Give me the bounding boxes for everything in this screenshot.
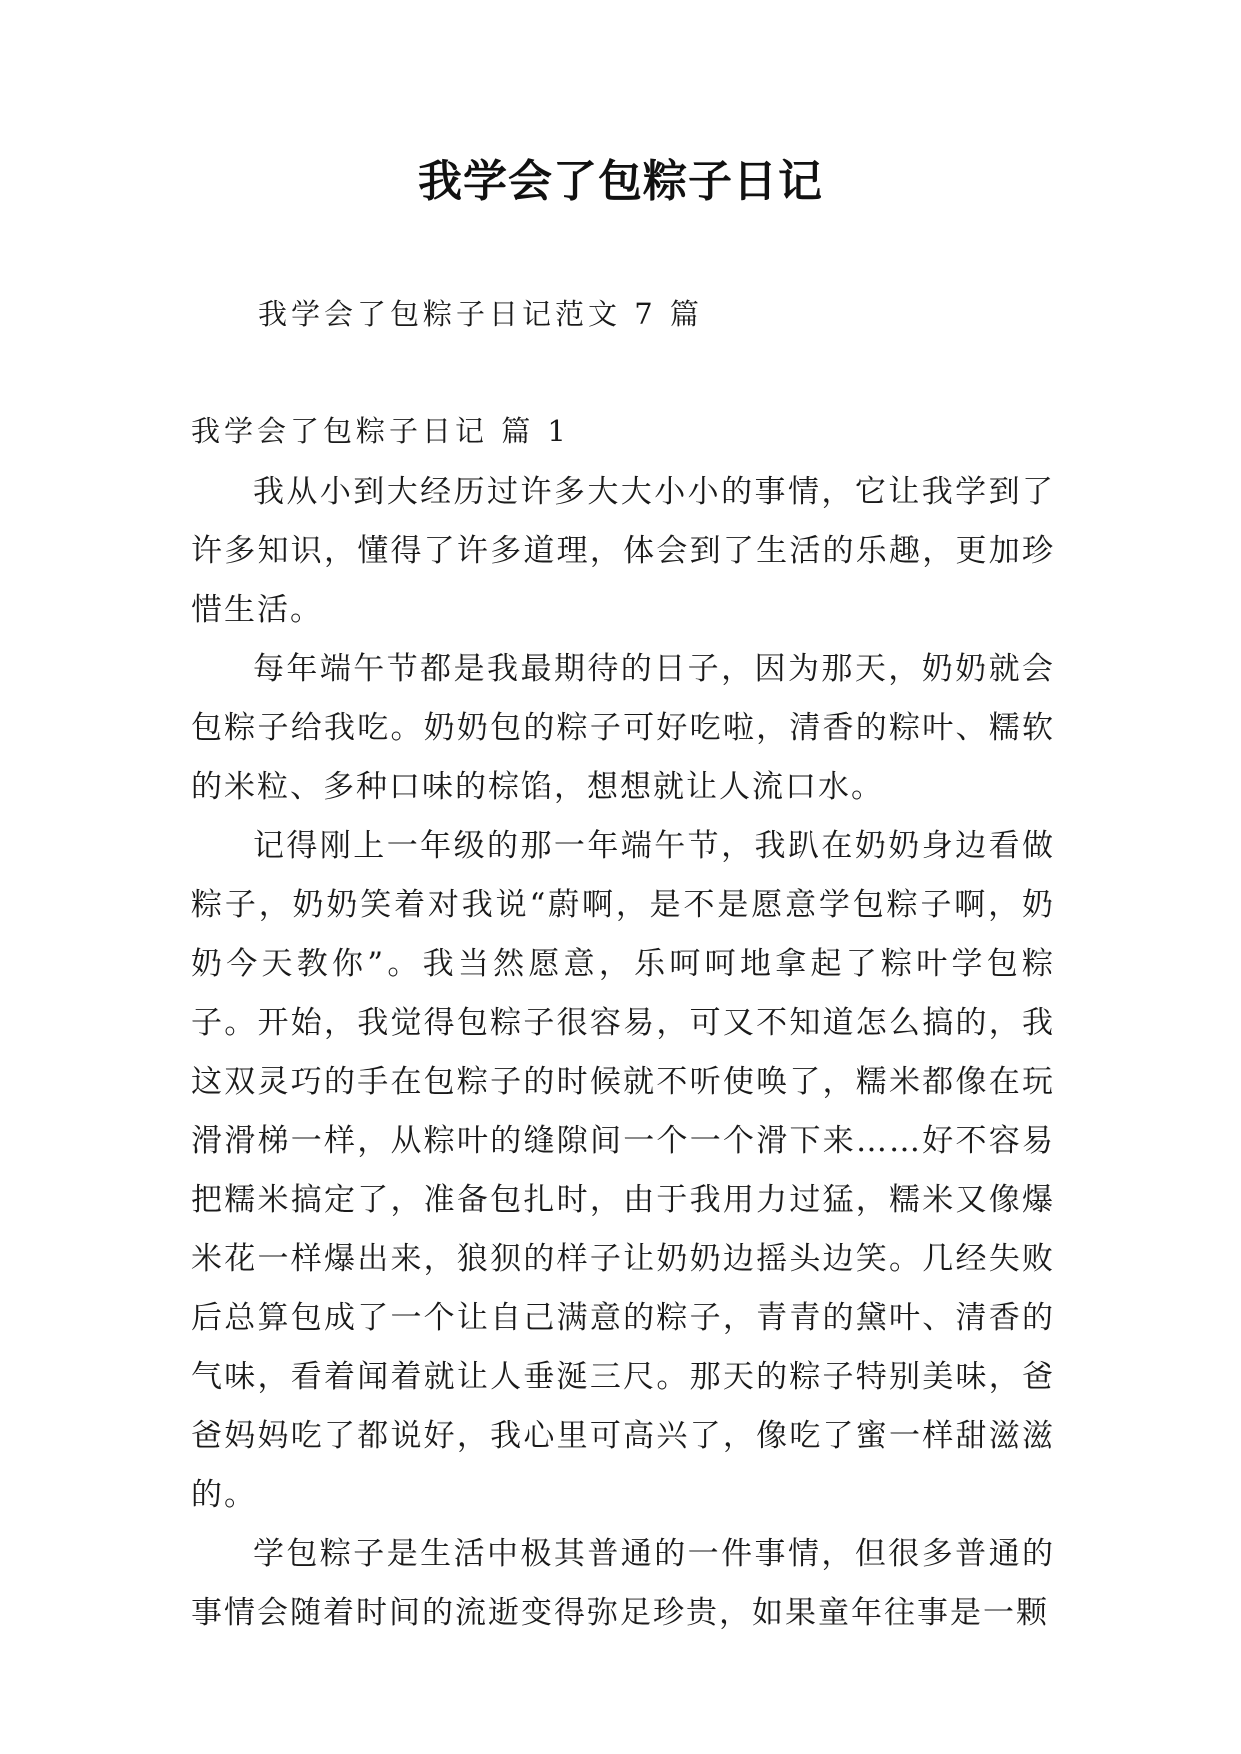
paragraph: 我从小到大经历过许多大大小小的事情，它让我学到了许多知识，懂得了许多道理，体会到了生活的乐趣，更加珍惜生活。	[191, 474, 1055, 628]
paragraph: 记得刚上一年级的那一年端午节，我趴在奶奶身边看做粽子，奶奶笑着对我说“蔚啊，是不是愿意学包粽子啊，奶奶今天教你”。我当然愿意，乐呵呵地拿起了粽叶学包粽子。开始，我觉得包粽子很容易，可又不知道怎么搞的，我这双灵巧的手在包粽子的时候就不听使唤了，糯米都像在玩滑滑梯一样，从粽叶的缝隙间一个一个滑下来……好不容易把糯米搞定了，准备包扎时，由于我用力过猛，糯米又像爆米花一样爆出来，狼狈的样子让奶奶边摇头边笑。几经失败后总算包成了一个让自己满意的粽子，青青的黛叶、清香的气味，看着闻着就让人垂涎三尺。那天的粽子特别美味，爸爸妈妈吃了都说好，我心里可高兴了，像吃了蜜一样甜滋滋的。	[191, 828, 1055, 1513]
section-heading: 我学会了包粽子日记 篇 1	[191, 414, 570, 448]
paragraph: 每年端午节都是我最期待的日子，因为那天，奶奶就会包粽子给我吃。奶奶包的粽子可好吃啦，清香的粽叶、糯软的米粒、多种口味的棕馅，想想就让人流口水。	[191, 651, 1055, 805]
paragraph: 学包粽子是生活中极其普通的一件事情，但很多普通的事情会随着时间的流逝变得弥足珍贵，如果童年往事是一颗	[191, 1536, 1055, 1631]
document-title: 我学会了包粽子日记	[418, 156, 823, 207]
document-subtitle: 我学会了包粽子日记范文 7 篇	[258, 297, 703, 331]
article-body	[191, 463, 1055, 1643]
